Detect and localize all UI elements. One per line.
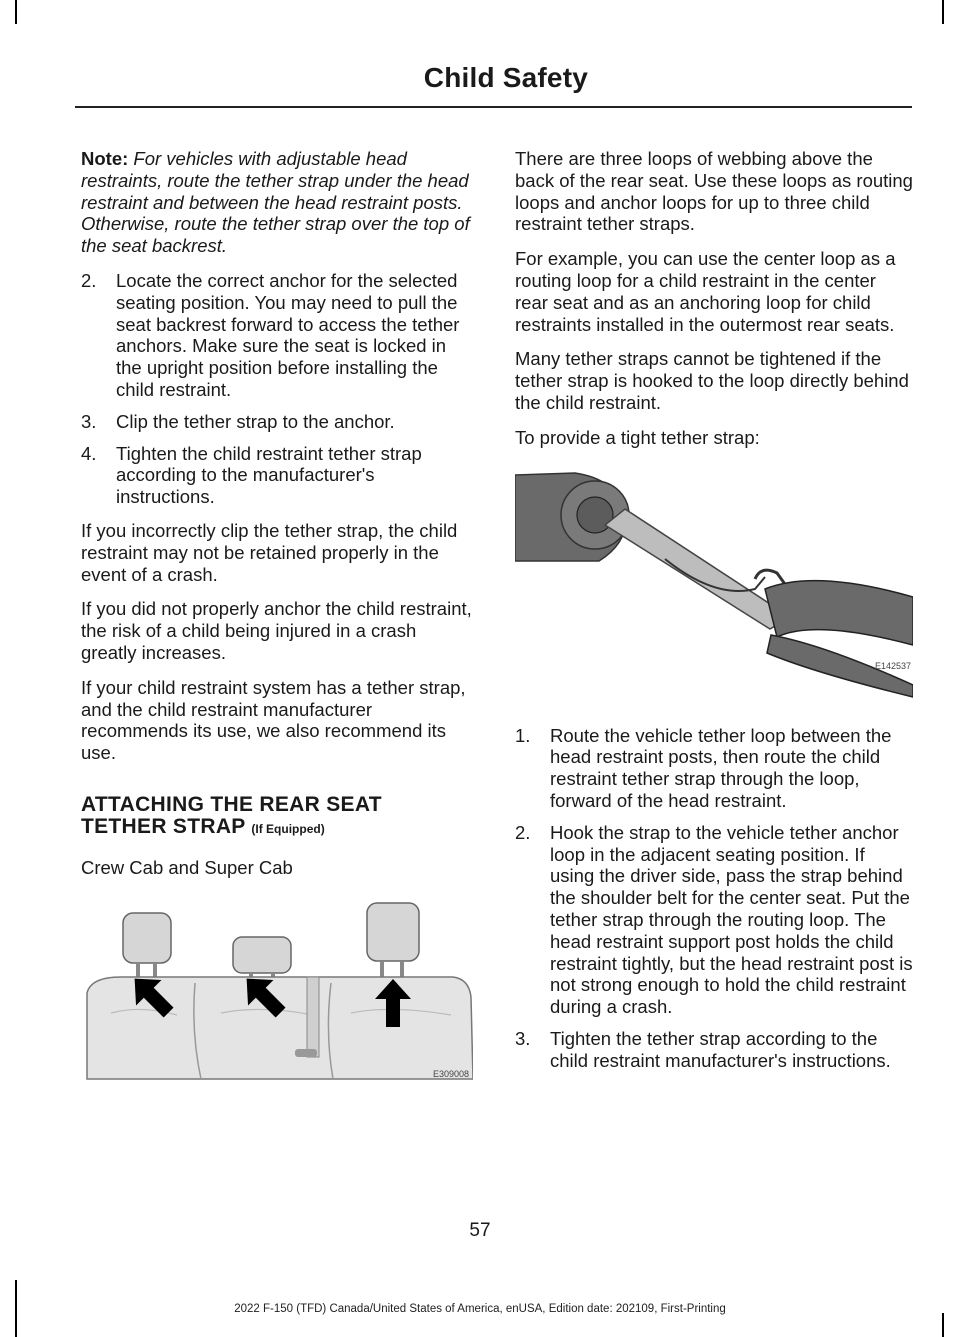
paragraph: Many tether straps cannot be tightened if the tether strap is hooked to the loop directly behind the child restraint. <box>515 348 909 413</box>
rear-seat-tether-figure <box>81 893 473 1083</box>
step-text: Route the vehicle tether loop between the head restraint posts, then route the child restraint tether strap through the loop, forward of the head restraint. <box>550 724 892 811</box>
step-text: Tighten the child restraint tether strap according to the manufacturer's instructions. <box>116 442 422 508</box>
step-text: Clip the tether strap to the anchor. <box>116 410 395 432</box>
footer-text: 2022 F-150 (TFD) Canada/United States of America, enUSA, Edition date: 202109, First-Printing <box>234 1303 726 1315</box>
right-column <box>515 148 913 1084</box>
right-steps-list <box>515 725 913 1072</box>
step-number: 3. <box>515 1027 531 1049</box>
section-heading-text: ATTACHING THE REAR SEAT TETHER STRAP <box>81 792 382 838</box>
note-text: For vehicles with adjustable head restraints, route the tether strap under the head restraint and between the head restraint posts. Otherwise, route the tether strap over the top of the seat backrest. <box>81 148 470 257</box>
step-number: 1. <box>515 724 531 746</box>
step-number: 2. <box>81 269 97 291</box>
tether-loop-figure <box>515 469 913 701</box>
step-text: Locate the correct anchor for the selected seating position. You may need to pull the seat backrest forward to access the tether anchors. Make sure the seat is locked in the upright position before installing the child restraint. <box>116 269 460 400</box>
paragraph: If you incorrectly clip the tether strap, the child restraint may not be retained properly in the event of a crash. <box>81 519 458 585</box>
crop-mark <box>942 1313 944 1337</box>
step-number: 2. <box>515 821 531 843</box>
crop-mark <box>15 0 17 24</box>
section-heading <box>81 794 473 840</box>
left-steps-list <box>81 270 473 508</box>
list-item <box>515 822 913 1018</box>
paragraph: For example, you can use the center loop as a routing loop for a child restraint in the center rear seat and as an anchoring loop for child restraints installed in the outermost rear seats. <box>515 248 896 335</box>
figure-code: E142537 <box>874 660 911 671</box>
list-item <box>515 725 913 812</box>
paragraph: If your child restraint system has a tether strap, and the child restraint manufacturer recommends its use, we also recommend its use. <box>81 676 466 764</box>
step-text: Tighten the tether strap according to the child restraint manufacturer's instructions. <box>550 1027 891 1071</box>
list-item <box>81 411 473 433</box>
list-item <box>515 1028 913 1072</box>
left-column <box>81 148 473 1095</box>
paragraph: If you did not properly anchor the child restraint, the risk of a child being injured in a crash greatly increases. <box>81 598 472 663</box>
if-equipped-label: (If Equipped) <box>251 821 325 836</box>
subheading: Crew Cab and Super Cab <box>81 856 293 878</box>
crop-mark <box>942 0 944 24</box>
step-number: 3. <box>81 410 97 432</box>
header-divider <box>75 106 912 108</box>
page-title: Child Safety <box>423 62 588 93</box>
note-paragraph <box>81 148 473 257</box>
note-label: Note: <box>81 148 129 169</box>
page-number: 57 <box>469 1220 491 1241</box>
list-item <box>81 270 473 401</box>
step-text: Hook the strap to the vehicle tether anchor loop in the adjacent seating position. If using the driver side, pass the strap behind the shoulder belt for the center seat. Put the tether strap through the routing loop. The head restraint support post holds the child restraint tightly, but the head restraint post is not strong enough to hold the child restraint during a crash. <box>550 821 913 1018</box>
list-item <box>81 443 473 508</box>
figure-code: E309008 <box>432 1068 469 1079</box>
step-number: 4. <box>81 442 97 464</box>
paragraph: To provide a tight tether strap: <box>515 426 760 448</box>
paragraph: There are three loops of webbing above the back of the rear seat. Use these loops as routing loops and anchor loops for up to three child restraint tether straps. <box>515 148 913 235</box>
